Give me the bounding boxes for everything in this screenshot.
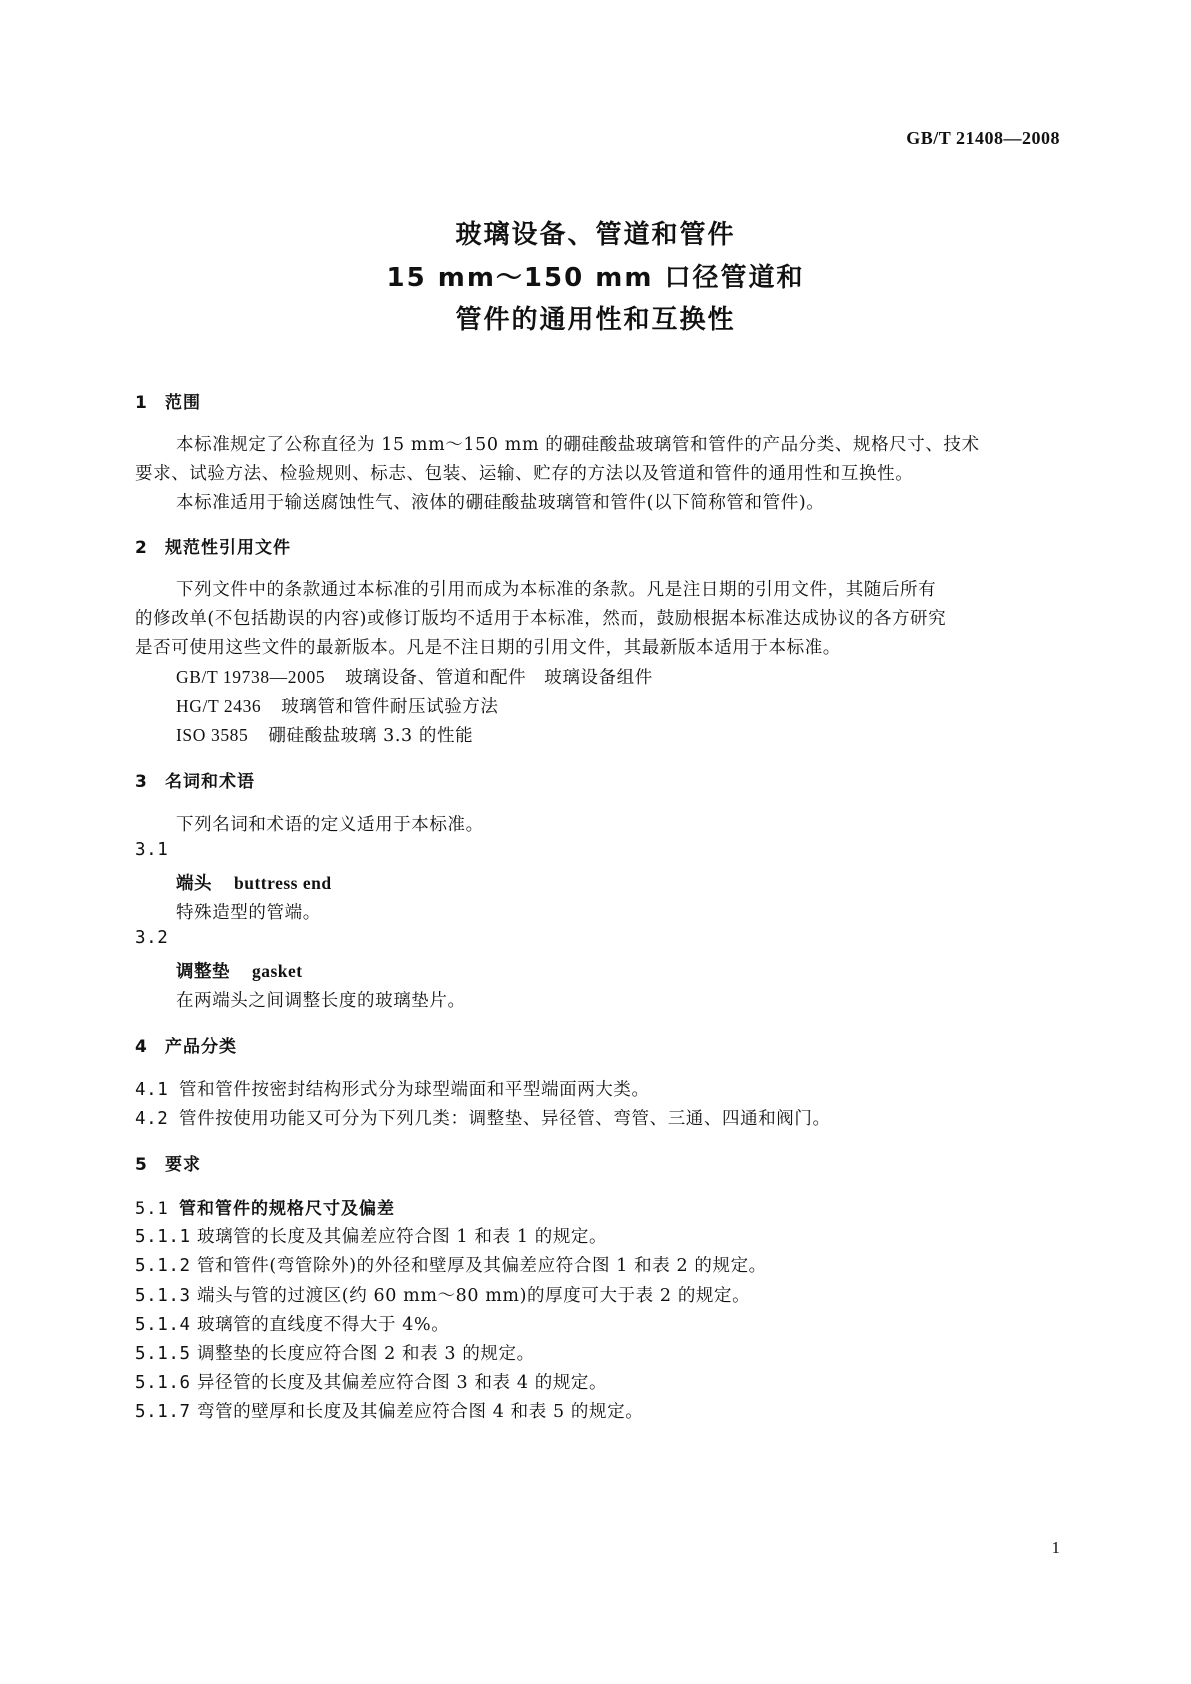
reference-title: 玻璃设备、管道和配件 玻璃设备组件 xyxy=(345,668,653,688)
clause-text: 弯管的壁厚和长度及其偏差应符合图 4 和表 5 的规定。 xyxy=(197,1402,644,1422)
term-heading xyxy=(176,958,303,983)
term-zh: 调整垫 xyxy=(176,962,230,982)
section-number: 2 xyxy=(135,538,148,558)
paragraph: 下列文件中的条款通过本标准的引用而成为本标准的条款。凡是注日期的引用文件，其随后所有 xyxy=(176,580,937,600)
clause xyxy=(135,1105,831,1130)
clause xyxy=(135,1369,607,1394)
clause-text: 管件按使用功能又可分为下列几类：调整垫、异径管、弯管、三通、四通和阀门。 xyxy=(179,1109,831,1129)
term-number: 3.1 xyxy=(135,840,169,860)
section-number: 3 xyxy=(135,772,148,792)
clause-text: 玻璃管的直线度不得大于 4%。 xyxy=(197,1315,450,1335)
section-1-heading xyxy=(135,388,201,413)
section-number: 4 xyxy=(135,1037,148,1057)
subsection-number: 5.1 xyxy=(135,1199,169,1219)
page-number: 1 xyxy=(1051,1538,1060,1557)
reference-title: 玻璃管和管件耐压试验方法 xyxy=(281,697,499,717)
subsection-title: 管和管件的规格尺寸及偏差 xyxy=(179,1199,395,1219)
reference-code: HG/T 2436 xyxy=(176,696,262,716)
reference-code: ISO 3585 xyxy=(176,725,249,745)
normative-reference xyxy=(176,664,653,689)
section-title: 名词和术语 xyxy=(165,772,255,792)
standard-number: GB/T 21408—2008 xyxy=(906,128,1060,148)
clause-number: 4.2 xyxy=(135,1109,169,1129)
section-title: 产品分类 xyxy=(165,1037,237,1057)
paragraph: 下列名词和术语的定义适用于本标准。 xyxy=(176,815,484,835)
clause-text: 异径管的长度及其偏差应符合图 3 和表 4 的规定。 xyxy=(197,1373,608,1393)
clause-number: 5.1.7 xyxy=(135,1402,191,1422)
clause-number: 5.1.1 xyxy=(135,1227,191,1247)
clause-number: 5.1.3 xyxy=(135,1286,191,1306)
reference-code: GB/T 19738—2005 xyxy=(176,667,326,687)
paragraph: 要求、试验方法、检验规则、标志、包装、运输、贮存的方法以及管道和管件的通用性和互换性。 xyxy=(135,464,914,484)
term-heading xyxy=(176,870,332,895)
title-line-3: 管件的通用性和互换性 xyxy=(455,305,736,335)
section-3-heading xyxy=(135,767,255,792)
clause-text: 管和管件(弯管除外)的外径和壁厚及其偏差应符合图 1 和表 2 的规定。 xyxy=(197,1256,767,1276)
term-en: buttress end xyxy=(234,873,332,893)
clause-number: 5.1.5 xyxy=(135,1344,191,1364)
term-zh: 端头 xyxy=(176,874,212,894)
clause xyxy=(135,1252,767,1277)
clause-number: 4.1 xyxy=(135,1080,169,1100)
section-title: 规范性引用文件 xyxy=(165,538,291,558)
clause-text: 端头与管的过渡区(约 60 mm～80 mm)的厚度可大于表 2 的规定。 xyxy=(197,1286,751,1306)
term-en: gasket xyxy=(252,961,303,981)
clause xyxy=(135,1076,650,1101)
section-4-heading xyxy=(135,1032,237,1057)
paragraph: 本标准适用于输送腐蚀性气、液体的硼硅酸盐玻璃管和管件(以下简称管和管件)。 xyxy=(176,493,825,513)
paragraph: 是否可使用这些文件的最新版本。凡是不注日期的引用文件，其最新版本适用于本标准。 xyxy=(135,638,841,658)
clause xyxy=(135,1223,607,1248)
reference-title: 硼硅酸盐玻璃 3.3 的性能 xyxy=(268,726,474,746)
term-definition: 特殊造型的管端。 xyxy=(176,903,321,923)
clause-text: 玻璃管的长度及其偏差应符合图 1 和表 1 的规定。 xyxy=(197,1227,608,1247)
section-number: 5 xyxy=(135,1155,148,1175)
section-2-heading xyxy=(135,533,291,558)
section-title: 范围 xyxy=(165,393,201,413)
clause-number: 5.1.2 xyxy=(135,1256,191,1276)
clause xyxy=(135,1398,643,1423)
paragraph: 本标准规定了公称直径为 15 mm～150 mm 的硼硅酸盐玻璃管和管件的产品分类、规格尺寸、技术 xyxy=(176,435,980,455)
clause xyxy=(135,1340,535,1365)
section-number: 1 xyxy=(135,393,148,413)
term-definition: 在两端头之间调整长度的玻璃垫片。 xyxy=(176,991,466,1011)
subsection-5-1-heading xyxy=(135,1194,395,1219)
paragraph: 的修改单(不包括勘误的内容)或修订版均不适用于本标准，然而，鼓励根据本标准达成协议的各方研究 xyxy=(135,609,947,629)
title-line-1: 玻璃设备、管道和管件 xyxy=(455,220,736,250)
title-line-2: 15 mm～150 mm 口径管道和 xyxy=(386,263,805,293)
section-5-heading xyxy=(135,1150,201,1175)
clause-text: 调整垫的长度应符合图 2 和表 3 的规定。 xyxy=(197,1344,535,1364)
normative-reference xyxy=(176,693,499,718)
clause-number: 5.1.4 xyxy=(135,1315,191,1335)
clause xyxy=(135,1311,449,1336)
section-title: 要求 xyxy=(165,1155,201,1175)
clause-number: 5.1.6 xyxy=(135,1373,191,1393)
term-number: 3.2 xyxy=(135,928,169,948)
normative-reference xyxy=(176,722,473,747)
clause xyxy=(135,1282,750,1307)
clause-text: 管和管件按密封结构形式分为球型端面和平型端面两大类。 xyxy=(179,1080,650,1100)
